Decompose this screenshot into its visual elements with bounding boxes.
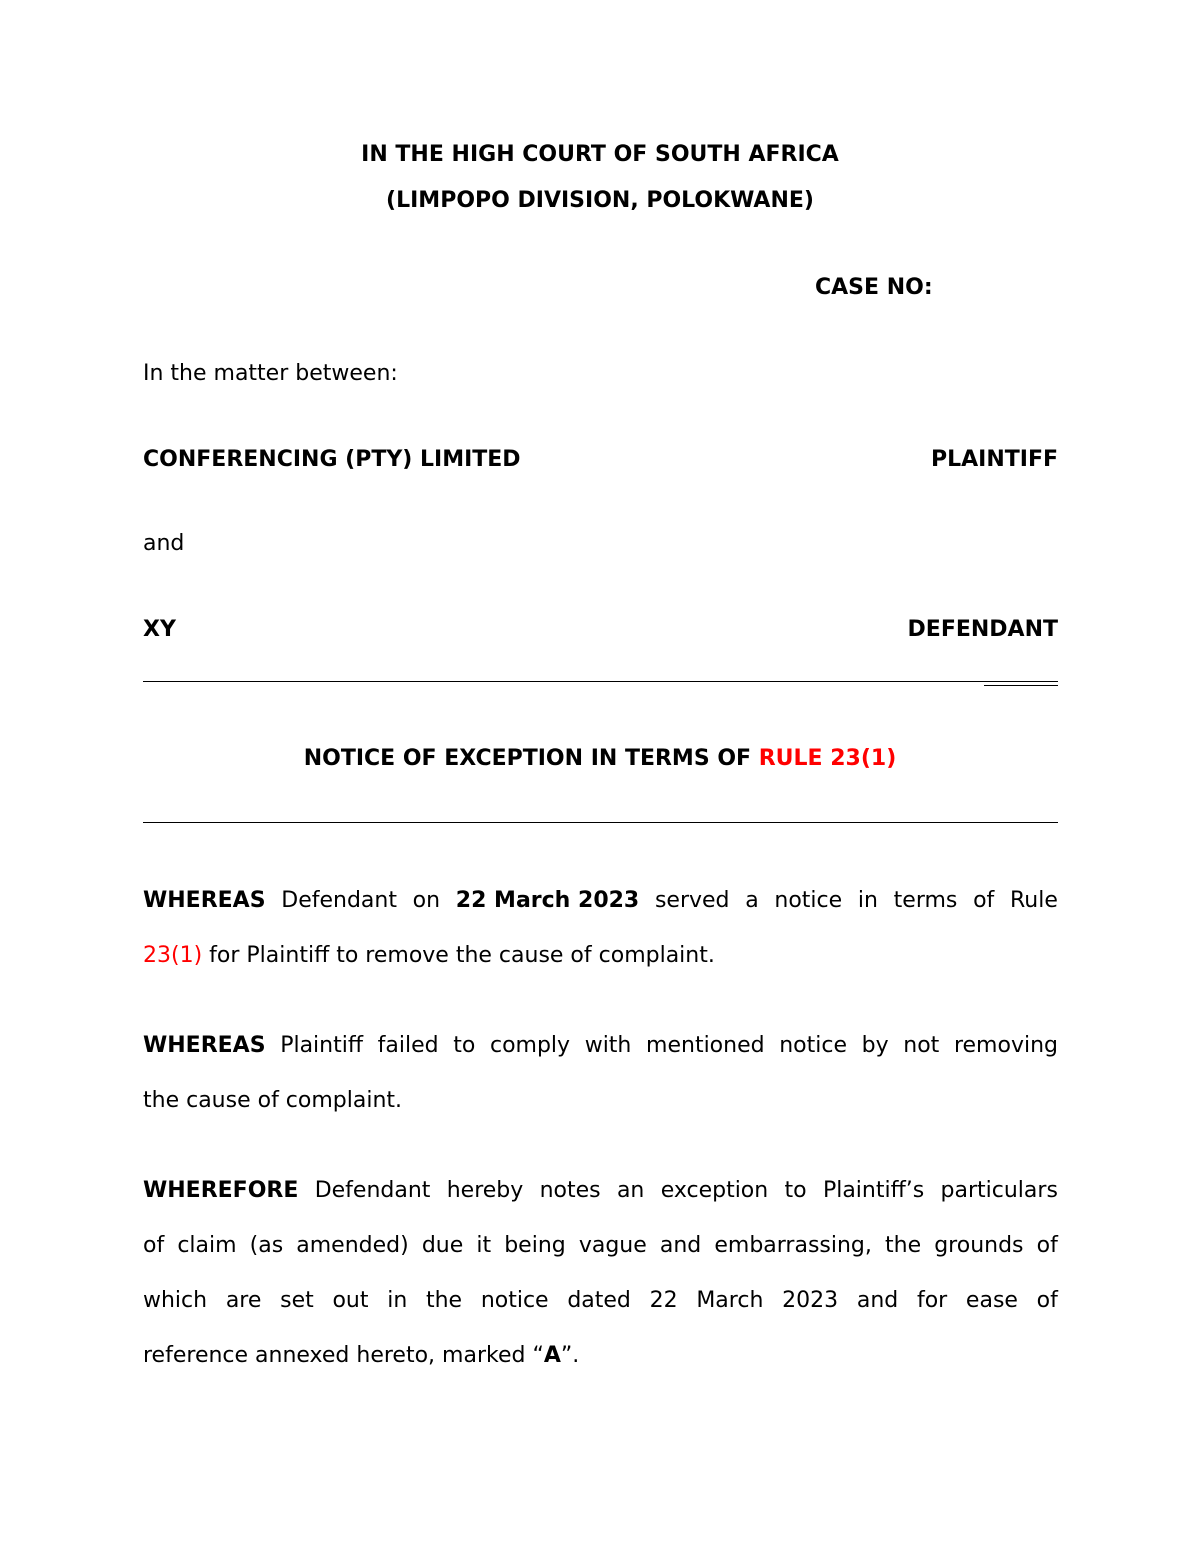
p3-word: of (1036, 1233, 1058, 1258)
p3-lead: WHEREFORE (143, 1178, 299, 1203)
p1-date: 22 March 2023 (455, 888, 640, 913)
p3-word: grounds (934, 1233, 1024, 1258)
p3-word: notice (480, 1288, 549, 1313)
p3-word: Plaintiff’s (822, 1178, 925, 1203)
p1-word: Rule (1010, 888, 1058, 913)
p3-word: in (387, 1288, 408, 1313)
p1-word: terms (893, 888, 958, 913)
p2-word: removing (953, 1033, 1058, 1058)
p2-word: with (584, 1033, 632, 1058)
p3-word: 2023 (782, 1288, 839, 1313)
p3-word: hereby (446, 1178, 524, 1203)
notice-title-prefix: NOTICE OF EXCEPTION IN TERMS OF (303, 746, 759, 771)
paragraph-1-line-2 (143, 943, 715, 968)
p1-word: notice (774, 888, 843, 913)
paragraph-2-line-2: the cause of complaint. (143, 1088, 403, 1113)
p3-word: set (280, 1288, 314, 1313)
conjunction: and (143, 531, 185, 556)
p2-word: to (453, 1033, 476, 1058)
paragraph-1-line-1 (143, 888, 1058, 913)
p2-word: comply (489, 1033, 571, 1058)
plaintiff-role: PLAINTIFF (930, 447, 1058, 472)
plaintiff-name: CONFERENCING (PTY) LIMITED (143, 447, 521, 472)
p2-lead: WHEREAS (143, 1033, 266, 1058)
p3-word: for (916, 1288, 948, 1313)
court-title: IN THE HIGH COURT OF SOUTH AFRICA (361, 142, 839, 167)
defendant-name: XY (143, 617, 176, 642)
notice-title (0, 746, 1200, 771)
p3-word: claim (177, 1233, 237, 1258)
paragraph-2-line-1 (143, 1033, 1058, 1058)
p1-rule-ref: 23(1) (143, 943, 203, 968)
p1-word: of (973, 888, 995, 913)
paragraph-3-line-1 (143, 1178, 1058, 1203)
p3-word: notes (539, 1178, 601, 1203)
p3-word: embarrassing, (714, 1233, 872, 1258)
p1-word: a (745, 888, 759, 913)
p3-word: Defendant (314, 1178, 431, 1203)
paragraph-3-line-2 (143, 1233, 1058, 1258)
notice-title-rule: RULE 23(1) (758, 746, 897, 771)
p3-word: exception (660, 1178, 769, 1203)
p2-word: by (861, 1033, 889, 1058)
p3-word: and (659, 1233, 702, 1258)
p3-word: (as (249, 1233, 284, 1258)
p3-word: out (332, 1288, 369, 1313)
p3-word: particulars (940, 1178, 1058, 1203)
p1-word: Defendant (281, 888, 397, 913)
matter-intro: In the matter between: (143, 361, 398, 386)
p3-word: ease (965, 1288, 1018, 1313)
p3-word: and (856, 1288, 899, 1313)
divider-top (143, 681, 1058, 682)
paragraph-3-line-3 (143, 1288, 1058, 1313)
p3-word: 22 (649, 1288, 678, 1313)
p3-word: due (421, 1233, 464, 1258)
p3-word: of (143, 1233, 165, 1258)
p3-word: amended) (296, 1233, 409, 1258)
p3-word: an (616, 1178, 645, 1203)
p1-word: in (857, 888, 878, 913)
p2-word: failed (377, 1033, 439, 1058)
paragraph-3-line-4 (143, 1343, 579, 1368)
p2-word: not (903, 1033, 940, 1058)
p3-word: are (225, 1288, 262, 1313)
p3-word: it (476, 1233, 492, 1258)
p3-line4-end: ”. (560, 1343, 580, 1368)
p2-word: mentioned (646, 1033, 765, 1058)
court-division: (LIMPOPO DIVISION, POLOKWANE) (386, 188, 814, 213)
p2-word: notice (779, 1033, 848, 1058)
divider-bottom (143, 822, 1058, 823)
p3-word: which (143, 1288, 208, 1313)
p3-word: March (696, 1288, 764, 1313)
divider-top-short (984, 685, 1058, 686)
annexure-mark: A (543, 1343, 561, 1368)
p3-word: dated (567, 1288, 631, 1313)
p1-word: on (412, 888, 441, 913)
p3-word: vague (578, 1233, 647, 1258)
p2-word: Plaintiff (280, 1033, 363, 1058)
p3-word: being (504, 1233, 566, 1258)
p3-word: to (784, 1178, 807, 1203)
p3-word: of (1036, 1288, 1058, 1313)
p1-word: served (654, 888, 730, 913)
p3-word: the (425, 1288, 463, 1313)
defendant-role: DEFENDANT (907, 617, 1058, 642)
p3-line4-text: reference annexed hereto, marked “ (143, 1343, 544, 1368)
p3-word: the (885, 1233, 922, 1258)
p1-lead: WHEREAS (143, 888, 266, 913)
case-number-label: CASE NO: (815, 275, 933, 300)
p1-rest: for Plaintiff to remove the cause of complaint. (202, 943, 715, 968)
